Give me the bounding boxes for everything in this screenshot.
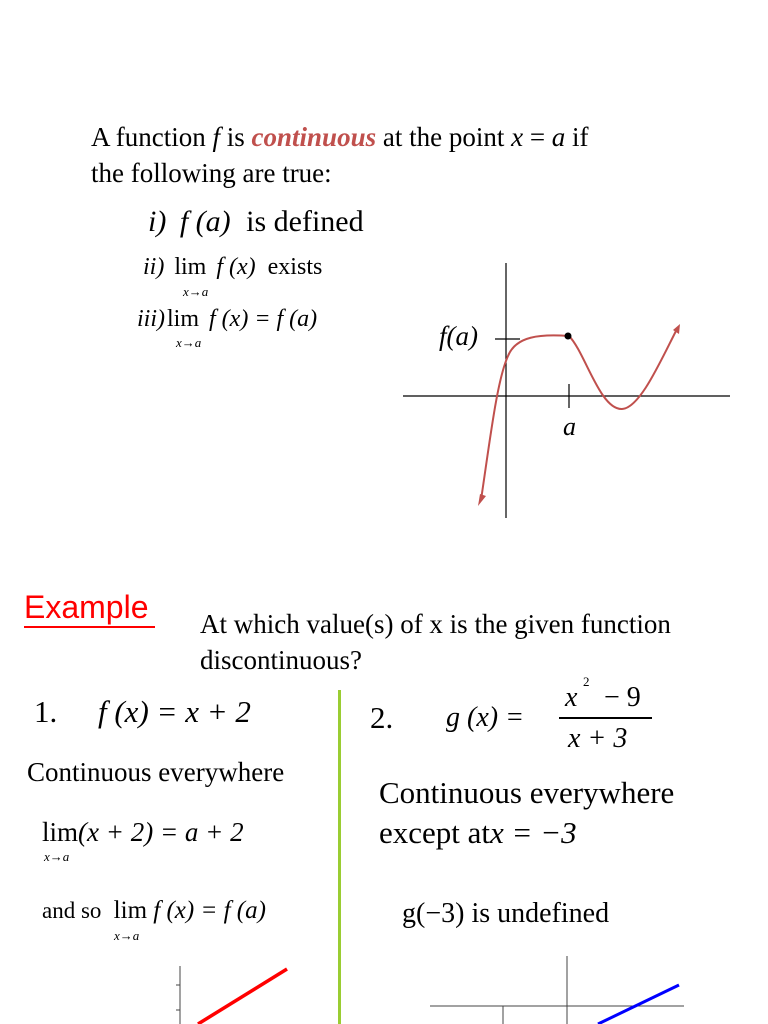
lim-subscript: x→a (44, 849, 70, 864)
continuous-keyword: continuous (251, 122, 377, 152)
fraction-denominator: x + 3 (568, 723, 628, 754)
lim-operator: lim (174, 254, 207, 280)
problem-2-undefined: g(−3) is undefined (402, 898, 610, 929)
problem-1-conclusion: and so lim f (x) = f (a) (42, 897, 266, 924)
question-line-2: discontinuous? (200, 645, 362, 675)
exponent: 2 (583, 674, 590, 689)
example-heading: Example (24, 589, 149, 625)
problem-2-number: 2. (370, 700, 394, 735)
lim-operator: lim (167, 306, 200, 332)
problem-1-function: f (x) = x + 2 (98, 694, 251, 729)
condition-1: i) f (a) is defined (148, 205, 364, 238)
problem-1-number: 1. (34, 694, 58, 729)
problem-2-result-1: Continuous everywhere (379, 775, 675, 810)
fraction-numerator: x (565, 682, 578, 713)
definition-line-2: the following are true: (91, 158, 332, 188)
problem-2-lhs: g (x) = (446, 702, 524, 733)
condition-2: ii) lim f (x) exists (143, 254, 323, 280)
condition-3: iii)lim f (x) = f (a) (137, 306, 318, 332)
fraction-numerator-rest: − 9 (604, 682, 641, 713)
fa-label: f(a) (439, 321, 478, 351)
problem-1-limit: lim(x + 2) = a + 2 (42, 817, 244, 847)
lim-subscript: x→a (176, 335, 202, 350)
lim-subscript: x→a (114, 928, 140, 943)
question-line-1: At which value(s) of x is the given function (200, 609, 671, 639)
definition-line-1: A function f is continuous at the point x = a if (91, 122, 589, 152)
problem-1-result: Continuous everywhere (27, 757, 285, 787)
a-label: a (563, 412, 576, 441)
lim-subscript: x→a (183, 284, 209, 299)
line-y-equals-x-minus-3 (598, 985, 679, 1024)
problem-2-result-2: except atx = −3 (379, 815, 577, 850)
function-symbol: f (212, 122, 221, 152)
